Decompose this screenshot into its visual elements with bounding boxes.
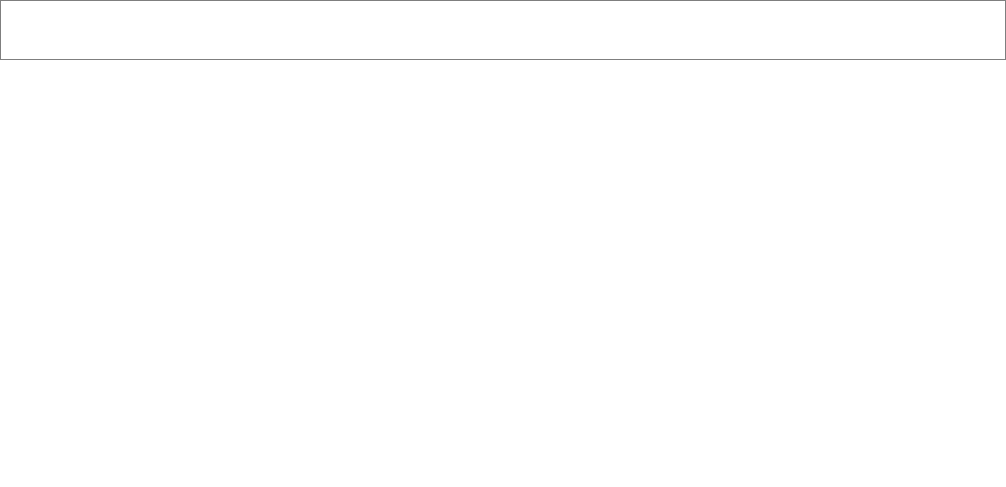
grades-table bbox=[0, 60, 1006, 487]
title-box bbox=[0, 0, 1006, 60]
